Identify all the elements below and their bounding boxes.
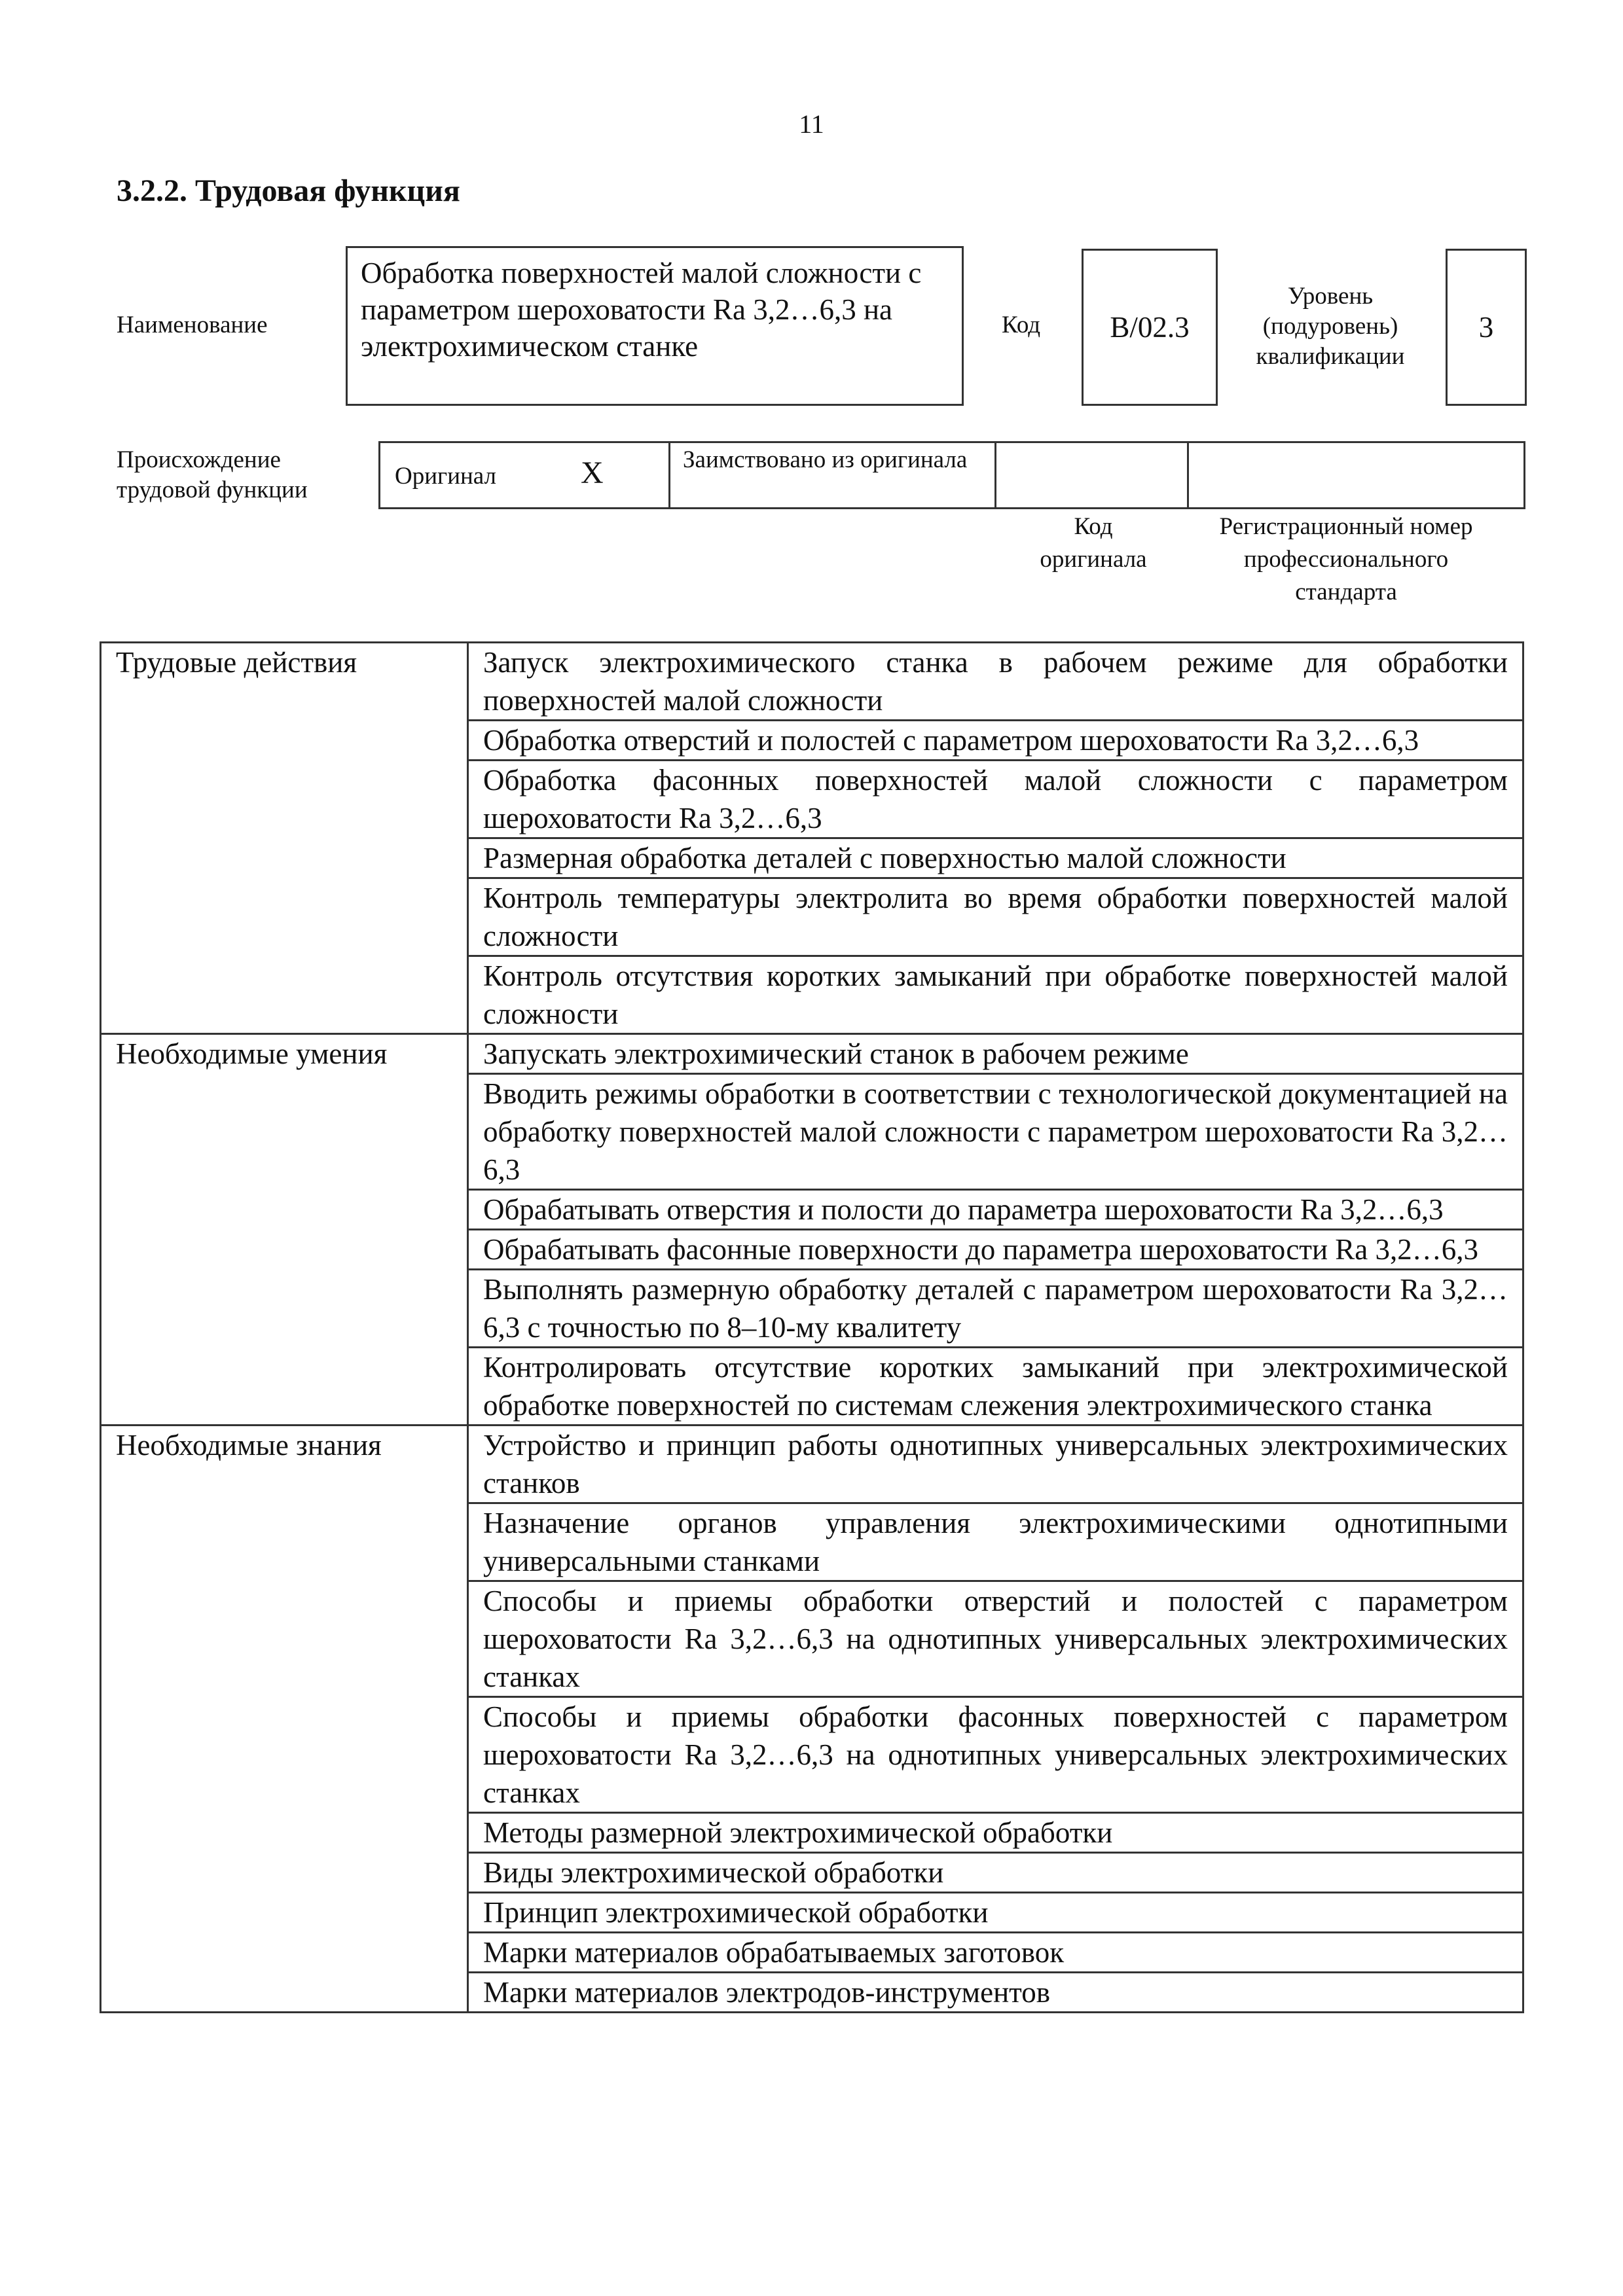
section-item: Контроль отсутствия коротких замыканий при обработке поверхностей малой сложности: [468, 956, 1523, 1034]
page-number: 11: [799, 109, 824, 139]
section-item: Контроль температуры электролита во время обработки поверхностей малой сложности: [468, 878, 1523, 956]
section-item: Контролировать отсутствие коротких замыканий при электрохимической обработке поверхностей по системам слежения электрохимического станка: [468, 1348, 1523, 1426]
code-value: B/02.3: [1110, 311, 1190, 344]
section-item: Методы размерной электрохимической обработки: [468, 1813, 1523, 1853]
section-item: Обработка фасонных поверхностей малой сложности с параметром шероховатости Ra 3,2…6,3: [468, 761, 1523, 838]
section-item: Способы и приемы обработки отверстий и полостей с параметром шероховатости Ra 3,2…6,3 на однотипных универсальных электрохимических станках: [468, 1581, 1523, 1697]
borrowed-label: Заимствовано из оригинала: [683, 446, 968, 473]
original-label: Оригинал: [395, 463, 497, 490]
table-row: [101, 1034, 1523, 1074]
level-label: Уровень (подуровень) квалификации: [1256, 283, 1405, 370]
section-item: Выполнять размерную обработку деталей с параметром шероховатости Ra 3,2…6,3 с точностью по 8–10-му квалитету: [468, 1270, 1523, 1348]
original-mark: X: [581, 456, 604, 490]
section-item: Обрабатывать фасонные поверхности до параметра шероховатости Ra 3,2…6,3: [468, 1230, 1523, 1270]
section-title: Необходимые умения: [101, 1034, 468, 1426]
section-item: Виды электрохимической обработки: [468, 1853, 1523, 1893]
section-item: Вводить режимы обработки в соответствии с технологической документацией на обработку поверхностей малой сложности с параметром шероховатости Ra 3,2…6,3: [468, 1074, 1523, 1190]
section-item: Марки материалов электродов-инструментов: [468, 1973, 1523, 2013]
level-value: 3: [1478, 311, 1494, 344]
name-label: Наименование: [117, 312, 268, 338]
section-item: Обрабатывать отверстия и полости до параметра шероховатости Ra 3,2…6,3: [468, 1190, 1523, 1230]
table-row: [101, 1426, 1523, 1503]
function-table: [100, 641, 1524, 2013]
section-title: Необходимые знания: [101, 1426, 468, 2013]
section-item: Марки материалов обрабатываемых заготовок: [468, 1933, 1523, 1973]
name-value-box: [346, 246, 964, 406]
table-row: [101, 643, 1523, 721]
section-item: Способы и приемы обработки фасонных поверхностей с параметром шероховатости Ra 3,2…6,3 на однотипных универсальных электрохимических станках: [468, 1697, 1523, 1813]
name-value: Обработка поверхностей малой сложности с параметром шероховатости Ra 3,2…6,3 на электрохимическом станке: [361, 257, 922, 363]
section-item: Устройство и принцип работы однотипных универсальных электрохимических станков: [468, 1426, 1523, 1503]
origin-label: Происхождение трудовой функции: [117, 446, 308, 503]
section-item: Размерная обработка деталей с поверхностью малой сложности: [468, 838, 1523, 878]
section-item: Назначение органов управления электрохимическими однотипными универсальными станками: [468, 1503, 1523, 1581]
origin-row: [378, 441, 1525, 509]
section-item: Обработка отверстий и полостей с параметром шероховатости Ra 3,2…6,3: [468, 721, 1523, 761]
code-label: Код: [1002, 312, 1041, 338]
section-item: Запуск электрохимического станка в рабочем режиме для обработки поверхностей малой сложности: [468, 643, 1523, 721]
section-title: Трудовые действия: [101, 643, 468, 1034]
code-value-box: [1082, 249, 1218, 406]
section-heading: 3.2.2. Трудовая функция: [117, 173, 460, 208]
level-value-box: [1446, 249, 1527, 406]
section-item: Принцип электрохимической обработки: [468, 1893, 1523, 1933]
section-item: Запускать электрохимический станок в рабочем режиме: [468, 1034, 1523, 1074]
code-original-caption: Код оригинала: [1040, 513, 1147, 573]
registration-caption: Регистрационный номер профессионального стандарта: [1219, 513, 1473, 605]
